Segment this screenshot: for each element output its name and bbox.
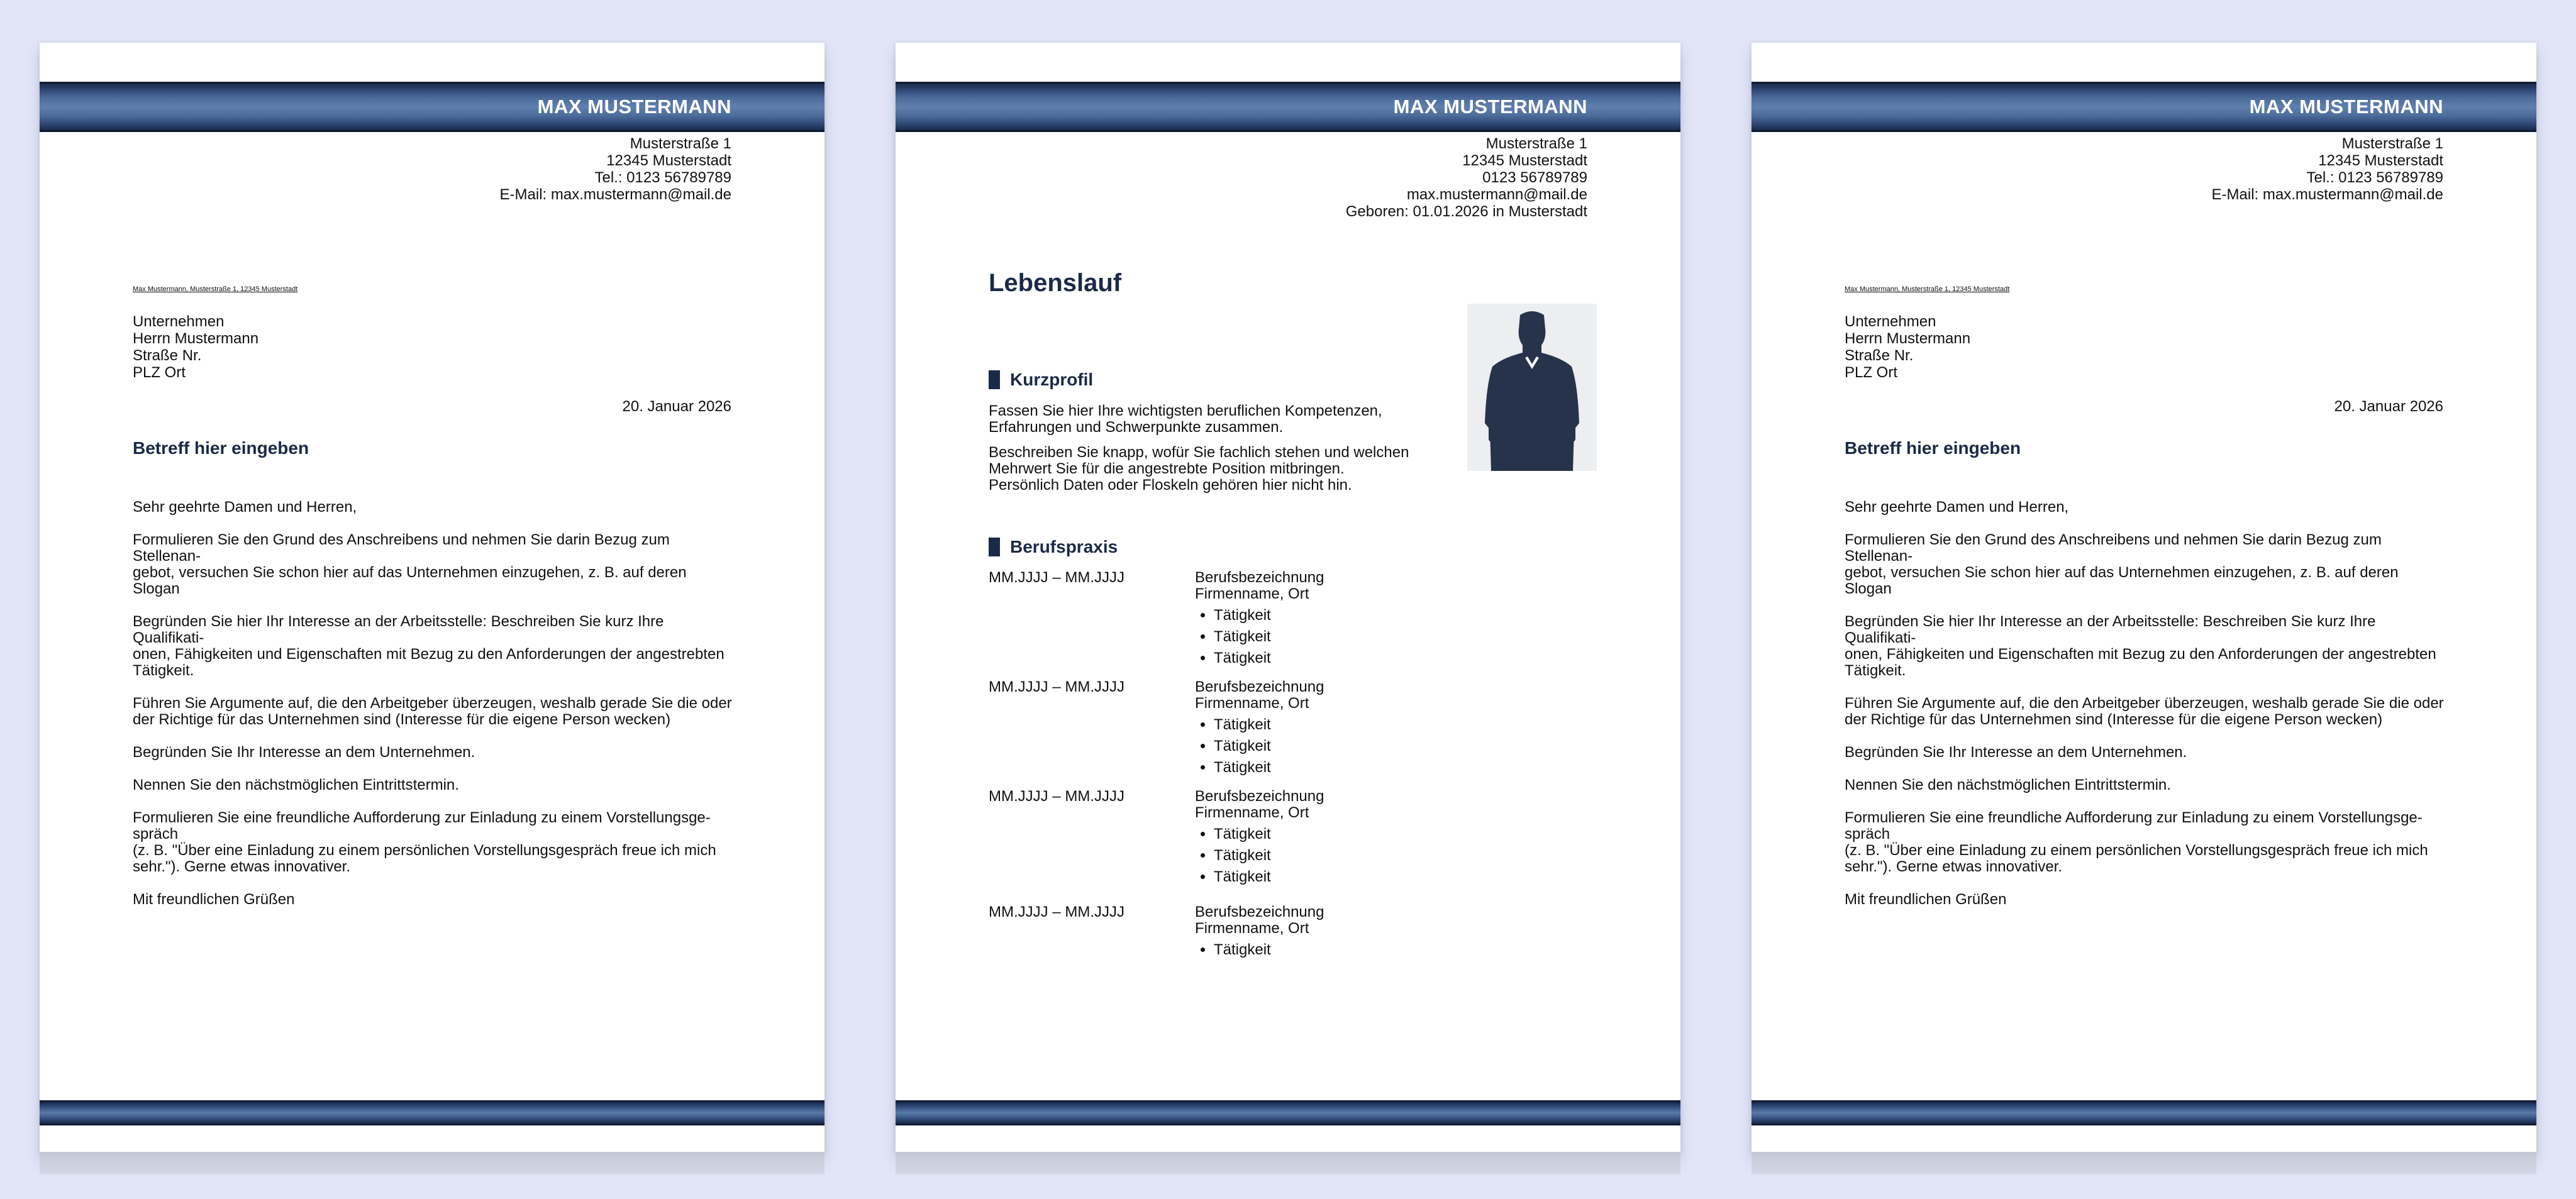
entry-company: Firmenname, Ort	[1195, 804, 1309, 821]
salutation: Sehr geehrte Damen und Herren,	[133, 499, 357, 516]
recipient-company: Unternehmen	[133, 313, 225, 330]
letter-date: 20. Januar 2026	[622, 398, 731, 415]
letter-body	[1845, 499, 2448, 924]
task-item: • Tätigkeit	[1214, 648, 1324, 669]
address-block	[500, 135, 731, 203]
section-heading-label: Kurzprofil	[1010, 370, 1094, 389]
address-email: E-Mail: max.mustermann@mail.de	[499, 186, 731, 203]
letter-paragraph: Begründen Sie Ihr Interesse an dem Unternehmen.	[1845, 744, 2187, 761]
recipient-block	[133, 313, 258, 381]
letter-paragraph: Führen Sie Argumente auf, die den Arbeitgeber überzeugen, weshalb gerade Sie die oder der Richtige für das Unternehmen sind (Interesse für die eigene Person wecken)	[133, 695, 732, 728]
task-item: • Tätigkeit	[1214, 626, 1324, 648]
task-item: • Tätigkeit	[1214, 736, 1324, 757]
person-silhouette-icon	[1467, 304, 1597, 471]
entry-job: Berufsbezeichnung	[1195, 678, 1324, 695]
letter-paragraph: Begründen Sie Ihr Interesse an dem Unternehmen.	[133, 744, 475, 761]
entry-period: MM.JJJJ – MM.JJJJ	[989, 903, 1124, 920]
task-item: • Tätigkeit	[1214, 866, 1324, 888]
recipient-street: Straße Nr.	[133, 347, 202, 364]
section-heading-label: Berufspraxis	[1010, 537, 1118, 556]
recipient-street: Straße Nr.	[1845, 347, 1914, 364]
recipient-city: PLZ Ort	[1845, 364, 1898, 381]
letter-paragraph: Nennen Sie den nächstmöglichen Eintrittstermin.	[133, 776, 459, 793]
entry-tasks	[1195, 939, 1324, 961]
profile-paragraph: Beschreiben Sie knapp, wofür Sie fachlich stehen und welchen Mehrwert Sie für die angestrebte Position mitbringen. Persönlich Daten oder Floskeln gehören hier nicht hin.	[989, 444, 1409, 494]
address-street: Musterstraße 1	[2341, 135, 2443, 152]
profile-paragraph: Fassen Sie hier Ihre wichtigsten beruflichen Kompetenzen, Erfahrungen und Schwerpunkte zusammen.	[989, 402, 1382, 436]
header-name: MAX MUSTERMANN	[2249, 96, 2443, 118]
entry-details	[1195, 570, 1324, 669]
recipient-person: Herrn Mustermann	[1845, 330, 1971, 347]
address-email: E-Mail: max.mustermann@mail.de	[2211, 186, 2443, 203]
entry-tasks	[1195, 714, 1324, 778]
entry-details	[1195, 788, 1324, 888]
salutation: Sehr geehrte Damen und Herren,	[1845, 499, 2069, 516]
header-band	[40, 82, 824, 132]
section-heading-profile	[989, 370, 1093, 390]
closing: Mit freundlichen Grüßen	[1845, 891, 2007, 908]
entry-company: Firmenname, Ort	[1195, 920, 1309, 937]
sender-line: Max Mustermann, Musterstraße 1, 12345 Musterstadt	[1845, 285, 2010, 293]
entry-tasks	[1195, 605, 1324, 669]
letter-subject: Betreff hier eingeben	[133, 438, 309, 458]
letter-date: 20. Januar 2026	[2334, 398, 2443, 415]
address-phone: Tel.: 0123 56789789	[594, 169, 731, 186]
header-name: MAX MUSTERMANN	[1393, 96, 1587, 118]
letter-paragraph: Nennen Sie den nächstmöglichen Eintrittstermin.	[1845, 776, 2171, 793]
letter-paragraph: Formulieren Sie den Grund des Anschreibens und nehmen Sie darin Bezug zum Stellenan- gebot, versuchen Sie schon hier auf das Unternehmen einzugehen, z. B. auf deren Slogan	[1845, 531, 2399, 597]
letter-paragraph: Formulieren Sie eine freundliche Aufforderung zur Einladung zu einem Vorstellungsge- spräch (z. B. "Über eine Einladung zu einem persönlichen Vorstellungsgespräch freue ich mich sehr."). Gerne etwas innovativer.	[1845, 809, 2428, 875]
sender-line: Max Mustermann, Musterstraße 1, 12345 Musterstadt	[133, 285, 298, 293]
task-item: • Tätigkeit	[1214, 605, 1324, 626]
letter-paragraph: Formulieren Sie eine freundliche Aufforderung zur Einladung zu einem Vorstellungsge- spräch (z. B. "Über eine Einladung zu einem persönlichen Vorstellungsgespräch freue ich mich sehr."). Gerne etwas innovativer.	[133, 809, 716, 875]
profile-photo	[1467, 304, 1597, 471]
address-city: 12345 Musterstadt	[606, 152, 731, 169]
address-block	[1346, 135, 1587, 220]
letter-paragraph: Formulieren Sie den Grund des Anschreibens und nehmen Sie darin Bezug zum Stellenan- gebot, versuchen Sie schon hier auf das Unternehmen einzugehen, z. B. auf deren Slogan	[133, 531, 687, 597]
recipient-block	[1845, 313, 1970, 381]
entry-details	[1195, 679, 1324, 778]
address-city: 12345 Musterstadt	[1462, 152, 1587, 169]
entry-period: MM.JJJJ – MM.JJJJ	[989, 678, 1124, 695]
header-band	[1752, 82, 2536, 132]
footer-band	[40, 1100, 824, 1125]
letter-subject: Betreff hier eingeben	[1845, 438, 2021, 458]
entry-job: Berufsbezeichnung	[1195, 788, 1324, 805]
cv-page	[896, 43, 1680, 1152]
task-item: • Tätigkeit	[1214, 714, 1324, 736]
address-block	[2212, 135, 2443, 203]
task-item: • Tätigkeit	[1214, 845, 1324, 866]
profile-text	[989, 403, 1423, 502]
section-marker	[989, 370, 1000, 389]
recipient-city: PLZ Ort	[133, 364, 186, 381]
header-band	[896, 82, 1680, 132]
address-email: max.mustermann@mail.de	[1406, 186, 1587, 203]
footer-band	[1752, 1100, 2536, 1125]
address-city: 12345 Musterstadt	[2318, 152, 2443, 169]
cover-letter-page	[40, 43, 824, 1152]
section-marker	[989, 538, 1000, 556]
cover-letter-page	[1752, 43, 2536, 1152]
footer-band	[896, 1100, 1680, 1125]
entry-period: MM.JJJJ – MM.JJJJ	[989, 788, 1124, 805]
address-phone: Tel.: 0123 56789789	[2306, 169, 2443, 186]
entry-period: MM.JJJJ – MM.JJJJ	[989, 569, 1124, 586]
address-phone: 0123 56789789	[1482, 169, 1587, 186]
task-item: • Tätigkeit	[1214, 939, 1324, 961]
cv-title: Lebenslauf	[989, 269, 1122, 297]
letter-body	[133, 499, 736, 924]
address-street: Musterstraße 1	[630, 135, 731, 152]
recipient-person: Herrn Mustermann	[133, 330, 259, 347]
entry-job: Berufsbezeichnung	[1195, 569, 1324, 586]
address-street: Musterstraße 1	[1485, 135, 1587, 152]
entry-details	[1195, 904, 1324, 961]
letter-paragraph: Begründen Sie hier Ihr Interesse an der Arbeitsstelle: Beschreiben Sie kurz Ihre Qualifikati- onen, Fähigkeiten und Eigenschaften mit Bezug zu den Anforderungen der angestrebten Tätigkeit.	[133, 613, 724, 679]
entry-job: Berufsbezeichnung	[1195, 903, 1324, 920]
entry-company: Firmenname, Ort	[1195, 695, 1309, 712]
task-item: • Tätigkeit	[1214, 757, 1324, 778]
entry-tasks	[1195, 824, 1324, 888]
letter-paragraph: Führen Sie Argumente auf, die den Arbeitgeber überzeugen, weshalb gerade Sie die oder der Richtige für das Unternehmen sind (Interesse für die eigene Person wecken)	[1845, 695, 2444, 728]
header-name: MAX MUSTERMANN	[537, 96, 731, 118]
entry-company: Firmenname, Ort	[1195, 585, 1309, 602]
task-item: • Tätigkeit	[1214, 824, 1324, 845]
section-heading-experience	[989, 537, 1118, 557]
birth-info: Geboren: 01.01.2026 in Musterstadt	[1345, 203, 1587, 220]
closing: Mit freundlichen Grüßen	[133, 891, 295, 908]
recipient-company: Unternehmen	[1845, 313, 1936, 330]
letter-paragraph: Begründen Sie hier Ihr Interesse an der Arbeitsstelle: Beschreiben Sie kurz Ihre Qualifikati- onen, Fähigkeiten und Eigenschaften mit Bezug zu den Anforderungen der angestrebten Tätigkeit.	[1845, 613, 2436, 679]
